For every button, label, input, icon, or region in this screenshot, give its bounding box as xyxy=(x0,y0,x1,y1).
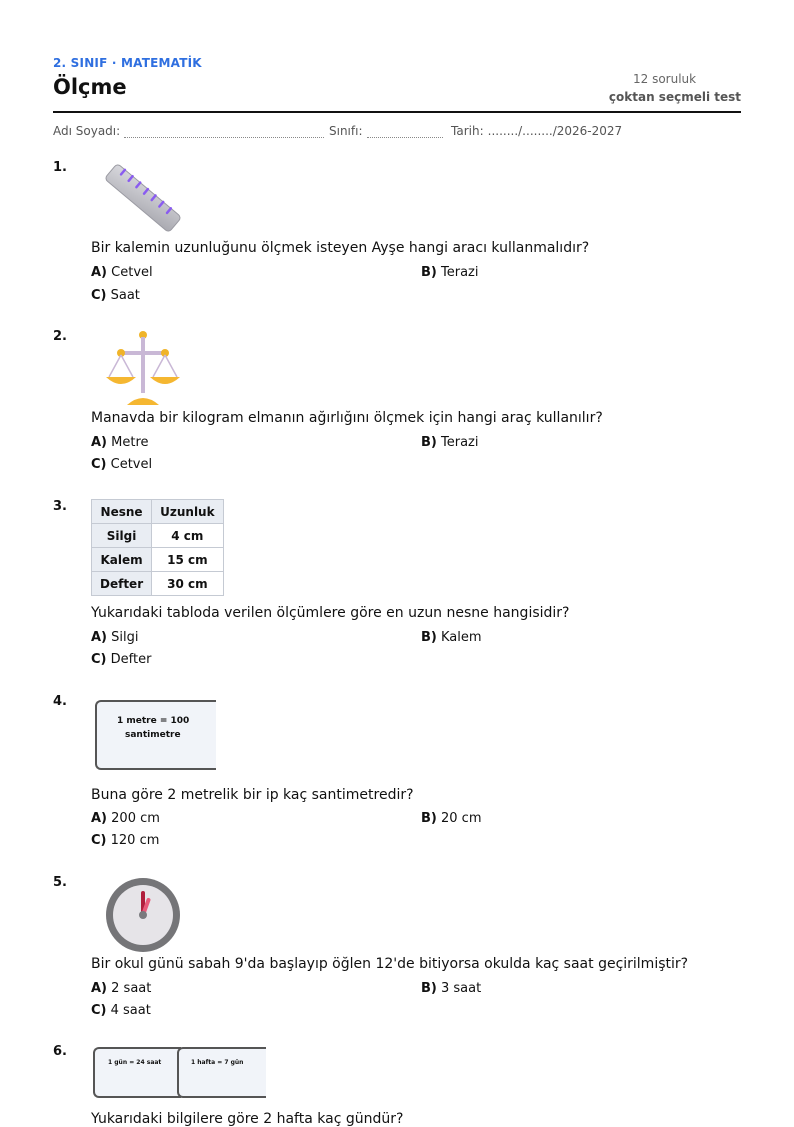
info-box-day xyxy=(93,1047,181,1098)
ruler-icon xyxy=(103,160,183,240)
table-header: Nesne xyxy=(92,500,152,524)
option-c[interactable]: C) Cetvel xyxy=(91,457,153,472)
table-cell: Kalem xyxy=(92,548,152,572)
table-cell: Defter xyxy=(92,572,152,596)
header-divider xyxy=(53,111,741,113)
table-header-row xyxy=(92,500,224,524)
table-cell: 15 cm xyxy=(152,548,223,572)
info-box-metre xyxy=(95,700,216,770)
option-c[interactable]: C) 4 saat xyxy=(91,1003,151,1018)
question-text: Manavda bir kilogram elmanın ağırlığını ölçmek için hangi araç kullanılır? xyxy=(91,410,603,426)
option-a[interactable]: A) Silgi xyxy=(91,630,139,645)
page-title: Ölçme xyxy=(53,75,127,99)
question-number: 3. xyxy=(53,499,67,514)
info-box-line: 1 gün = 24 saat xyxy=(108,1059,162,1066)
class-blank[interactable] xyxy=(367,125,443,138)
info-box-line: 1 hafta = 7 gün xyxy=(191,1059,244,1066)
info-box-week xyxy=(177,1047,266,1098)
table-cell: Silgi xyxy=(92,524,152,548)
length-table xyxy=(91,499,224,596)
option-a[interactable]: A) Metre xyxy=(91,435,149,450)
option-b[interactable]: B) Terazi xyxy=(421,265,479,280)
option-b[interactable]: B) Kalem xyxy=(421,630,482,645)
question-number: 2. xyxy=(53,329,67,344)
class-label: Sınıfı: xyxy=(329,124,363,138)
option-a[interactable]: A) Cetvel xyxy=(91,265,153,280)
question-count: 12 soruluk xyxy=(633,72,697,86)
date-label: Tarih: xyxy=(451,124,484,138)
name-blank[interactable] xyxy=(124,125,324,138)
table-row xyxy=(92,524,224,548)
question-text: Yukarıdaki tabloda verilen ölçümlere göre en uzun nesne hangisidir? xyxy=(91,605,570,621)
table-cell: 4 cm xyxy=(152,524,223,548)
name-field[interactable] xyxy=(53,124,324,138)
option-a[interactable]: A) 2 saat xyxy=(91,981,152,996)
option-b[interactable]: B) 3 saat xyxy=(421,981,482,996)
question-text: Bir kalemin uzunluğunu ölçmek isteyen Ayşe hangi aracı kullanmalıdır? xyxy=(91,240,590,256)
balance-scale-icon xyxy=(103,329,183,407)
question-number: 6. xyxy=(53,1044,67,1059)
option-a[interactable]: A) 200 cm xyxy=(91,811,160,826)
info-box-line: 1 metre = 100 xyxy=(117,716,190,726)
question-text: Buna göre 2 metrelik bir ip kaç santimetredir? xyxy=(91,787,414,803)
table-row xyxy=(92,548,224,572)
class-field[interactable] xyxy=(329,124,443,138)
option-b[interactable]: B) 20 cm xyxy=(421,811,482,826)
option-c[interactable]: C) Defter xyxy=(91,652,152,667)
question-number: 4. xyxy=(53,694,67,709)
question-text: Yukarıdaki bilgilere göre 2 hafta kaç gündür? xyxy=(91,1111,404,1127)
option-c[interactable]: C) 120 cm xyxy=(91,833,160,848)
option-b[interactable]: B) Terazi xyxy=(421,435,479,450)
table-cell: 30 cm xyxy=(152,572,223,596)
grade-subject-label: 2. SINIF · MATEMATİK xyxy=(53,56,202,70)
option-c[interactable]: C) Saat xyxy=(91,288,140,303)
table-row xyxy=(92,572,224,596)
table-header: Uzunluk xyxy=(152,500,223,524)
date-field xyxy=(451,124,622,138)
name-label: Adı Soyadı: xyxy=(53,124,121,138)
test-type: çoktan seçmeli test xyxy=(608,90,741,104)
date-value: ......../......../2026-2027 xyxy=(487,124,623,138)
question-number: 1. xyxy=(53,160,67,175)
question-text: Bir okul günü sabah 9'da başlayıp öğlen 12'de bitiyorsa okulda kaç saat geçirilmiştir? xyxy=(91,956,689,972)
info-box-line: santimetre xyxy=(125,730,181,740)
clock-icon xyxy=(105,877,181,953)
question-number: 5. xyxy=(53,875,67,890)
